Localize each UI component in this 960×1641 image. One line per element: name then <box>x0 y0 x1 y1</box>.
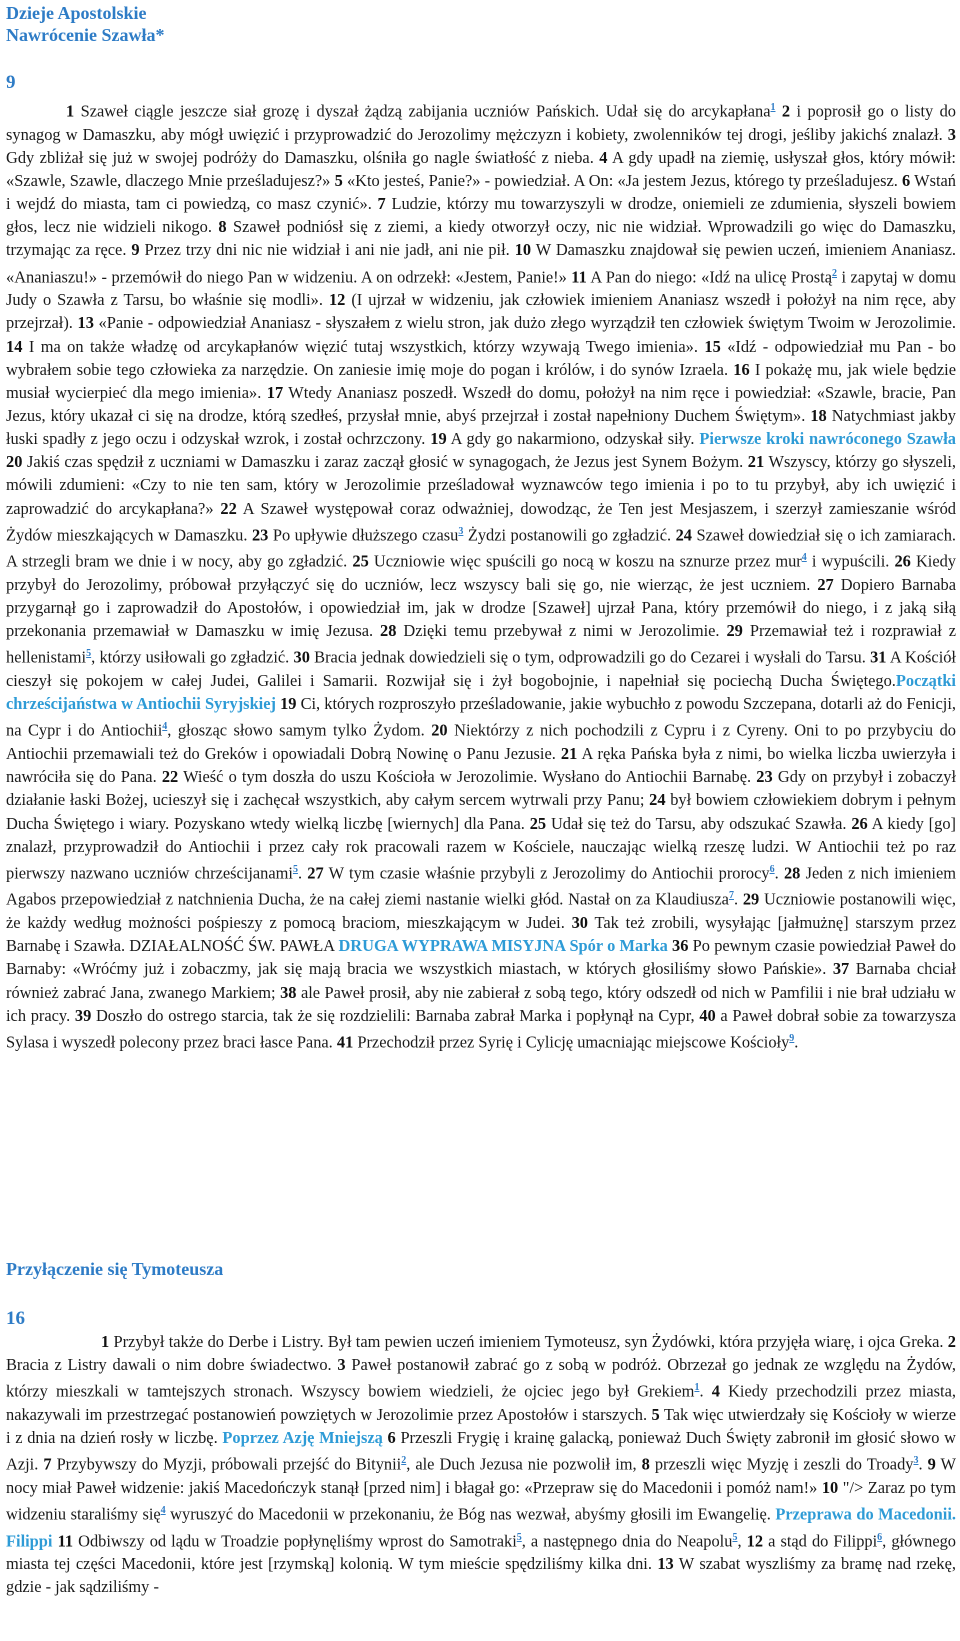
footnote-link[interactable]: 5 <box>732 1531 738 1543</box>
verse-number: 20 <box>431 720 448 740</box>
verse-number: 22 <box>161 767 179 787</box>
footnote-link[interactable]: 4 <box>160 1505 166 1517</box>
footnote-link[interactable]: 3 <box>458 525 464 537</box>
verse-number: 16 <box>733 359 750 379</box>
verse-number: 23 <box>251 525 269 545</box>
verse-number: 11 <box>57 1531 74 1551</box>
footnote-link[interactable]: 1 <box>770 102 776 113</box>
footnote-link[interactable]: 6 <box>769 863 775 875</box>
verse-number: 3 <box>947 124 956 144</box>
section-title: Nawrócenie Szawła* <box>6 25 165 45</box>
verse-number: 17 <box>266 382 284 402</box>
verse-number: 10 <box>821 1477 839 1497</box>
footnote-link[interactable]: 9 <box>789 1032 795 1044</box>
footnote-link[interactable]: 5 <box>292 863 298 875</box>
verse-number: 39 <box>74 1005 92 1025</box>
verse-number: 7 <box>43 1454 52 1474</box>
verse-number: 4 <box>711 1381 720 1401</box>
verse-number: 25 <box>352 551 369 571</box>
verse-number: 30 <box>293 647 310 667</box>
verse-number: 30 <box>571 913 588 933</box>
verse-number: 21 <box>747 452 765 472</box>
verse-number: 40 <box>699 1005 716 1025</box>
verse-number: 29 <box>726 621 743 641</box>
verse-number: 29 <box>742 889 760 909</box>
verse-number: 9 <box>927 1454 936 1474</box>
verse-number: 24 <box>675 525 692 545</box>
section-heading: Początki chrześcijaństwa w Antiochii Syryjskiej <box>6 671 956 714</box>
verse-number: 3 <box>337 1355 346 1375</box>
section-heading: Przeprawa do Macedonii. Filippi <box>6 1504 956 1551</box>
verse-number: 7 <box>377 194 386 214</box>
verse-number: 19 <box>430 429 447 449</box>
verse-number: 36 <box>672 936 689 956</box>
book-title: Dzieje Apostolskie <box>6 3 147 23</box>
footnote-link[interactable]: 1 <box>694 1382 700 1394</box>
verse-number: 27 <box>817 575 834 594</box>
verse-number: 19 <box>280 694 297 714</box>
verse-number: 28 <box>380 621 397 641</box>
verse-number: 10 <box>514 240 532 260</box>
footnote-link[interactable]: 4 <box>162 721 168 733</box>
verse-number: 13 <box>657 1554 674 1574</box>
verse-number: 27 <box>307 863 324 883</box>
verse-number: 31 <box>870 647 887 667</box>
verse-number: 5 <box>651 1404 660 1424</box>
verse-number: 13 <box>77 313 94 333</box>
verse-number: 41 <box>336 1032 354 1052</box>
verse-number: 6 <box>902 170 911 190</box>
section-title: Przyłączenie się Tymoteusza <box>6 1259 224 1279</box>
verse-number: 4 <box>599 147 608 167</box>
footnote-link[interactable]: 2 <box>832 267 838 279</box>
section-heading: Poprzez Azję Mniejszą <box>222 1428 383 1448</box>
chapter-number: 9 <box>6 72 16 93</box>
verse-number: 5 <box>334 170 343 190</box>
verse-number: 12 <box>328 290 346 310</box>
section-heading: DRUGA WYPRAWA MISYJNA Spór o Marka <box>338 936 668 956</box>
section-heading: Pierwsze kroki nawróconego Szawła <box>699 429 956 449</box>
verse-number: 25 <box>529 813 547 833</box>
verse-number: 22 <box>220 498 237 518</box>
verse-number: 37 <box>832 959 850 979</box>
footnote-link[interactable]: 5 <box>86 648 92 660</box>
footnote-link[interactable]: 6 <box>877 1531 883 1543</box>
verse-number: 2 <box>947 1332 956 1351</box>
verse-number: 11 <box>571 267 587 287</box>
verse-number: 24 <box>649 790 666 810</box>
verse-number: 15 <box>704 336 721 356</box>
verse-number: 38 <box>280 982 297 1002</box>
verse-number: 26 <box>894 551 911 571</box>
verse-number: 6 <box>387 1428 396 1448</box>
verse-number: 9 <box>131 240 140 260</box>
footnote-link[interactable]: 4 <box>801 552 807 564</box>
verse-number: 23 <box>756 767 773 787</box>
verse-number: 21 <box>560 744 578 764</box>
footnote-link[interactable]: 2 <box>401 1455 407 1467</box>
chapter-number: 16 <box>6 1308 25 1329</box>
verse-number: 28 <box>783 863 801 883</box>
verse-number: 20 <box>6 452 23 472</box>
verse-number: 14 <box>6 336 23 356</box>
chapter-9-text: 1 Szaweł ciągle jeszcze siał grozę i dyszał żądzą zabijania uczniów Pańskich. Udał się do arcykapłana$^1$ 2 i poprosił go o listy do synagog w Damaszku, aby mógł uwięzić i przyprowadzić do Jerozolimy mężczyzn i kobiety, zwolenników tej drogi, jeśliby jakichś znalazł. 3 Gdy zbliżał się już w swojej podróży do Damaszku, olśniła go nagle światłość z nieba. 4 A gdy upadł na ziemię, usłyszał głos, który mówił: «Szawle, Szawle, dlaczego Mnie prześladujesz?» 5 «Kto jesteś, Panie?» - powiedział. A On: «Ja jestem Jezus, którego ty prześladujesz. 6 Wstań i wejdź do miasta, tam ci powiedzą, co masz czynić». 7 Ludzie, którzy mu towarzyszyli w drodze, oniemieli ze zdumienia, słyszeli bowiem głos, lecz nie widzieli nikogo. 8 Szaweł podniósł się z ziemi, a kiedy otworzył oczy, nic nie widział. Wprowadzili go więc do Damaszku, trzymając za ręce. 9 Przez trzy dni nic nie widział i ani nie jadł, ani nie pił. 10 W Damaszku znajdował się pewien uczeń, imieniem Ananiasz. «Ananiaszu!» - przemówił do niego Pan w widzeniu. A on odrzekł: «Jestem, Panie!» 11 A Pan do niego: «Idź na ulicę Prostą$^2$ i zapytaj w domu Judy o Szawła z Tarsu, bo właśnie się modli». 12 (I ujrzał w widzeniu, jak człowiek imieniem Ananiasz wszedł i położył na nim ręce, aby przejrzał). 13 «Panie - odpowiedział Ananiasz - słyszałem z wielu stron, jak dużo złego wyrządził ten człowiek świętym Twoim w Jerozolimie. 14 I ma on także władzę od arcykapłanów więzić tutaj wszystkich, którzy wzywają Twego imienia». 15 «Idź - odpowiedział mu Pan - bo wybrałem sobie tego człowieka za narzędzie. On zaniesie imię moje do pogan i królów, i do synów Izraela. 16 I pokażę mu, jak wiele będzie musiał wycierpieć dla mego imienia». 17 Wtedy Ananiasz poszedł. Wszedł do domu, położył na nim ręce i powiedział: «Szawle, bracie, Pan Jezus, który ukazał ci się na drodze, którą szedłeś, przysłał mnie, abyś przejrzał i został napełniony Duchem Świętym». 18 Natychmiast jakby łuski spadły z jego oczu i odzyskał wzrok, i został ochrzczony. 19 A gdy go nakarmiono, odzyskał siły. Pierwsze kroki nawróconego Szawła 20 Jakiś czas spędził z uczniami w Damaszku i zaraz zaczął głosić w synagogach, że Jezus jest Synem Bożym. 21 Wszyscy, którzy go słyszeli, mówili zdumieni: «Czy to nie ten sam, który w Jerozolimie prześladował wyznawców tego imienia i po to tu przybył, aby ich uwięzić i zaprowadzić do arcykapłana?» 22 A Szaweł występował coraz odważniej, dowodząc, że Ten jest Mesjaszem, i szerzył zamieszanie wśród Żydów mieszkających w Damaszku. 23 Po upływie dłuższego czasu$^3$ Żydzi postanowili go zgładzić. 24 Szaweł dowiedział się o ich zamiarach. A strzegli bram we dnie i w nocy, aby go zgładzić. 25 Uczniowie więc spuścili go nocą w koszu na sznurze przez mur$^4$ i wypuścili. 26 Kiedy przybył do Jerozolimy, próbował przyłączyć się do uczniów, lecz wszyscy bali się go, nie wierząc, że jest uczniem. 27 Dopiero Barnaba przygarnął go i zaprowadził do Apostołów, i opowiedział im, jak w drodze [Szaweł] ujrzał Pana, który przemówił do niego, i z jaką siłą przekonania przemawiał w Damaszku w imię Jezusa. 28 Dzięki temu przebywał z nimi w Jerozolimie. 29 Przemawiał też i rozprawiał z hellenistami$^5$, którzy usiłowali go zgładzić. 30 Bracia jednak dowiedzieli się o tym, odprowadzili go do Cezarei i wysłali do Tarsu. 31 A Kościół cieszył się pokojem w całej Judei, Galilei i Samarii. Rozwijał się i żył bogobojnie, i napełniał się pociechą Ducha Świętego.Początki chrześcijaństwa w Antiochii Syryjskiej 19 Ci, których rozproszyło prześladowanie, jakie wybuchło z powodu Szczepana, dotarli aż do Fenicji, na Cypr i do Antiochii$^4$, głosząc słowo samym tylko Żydom. 20 Niektórzy z nich pochodzili z Cypru i z Cyreny. Oni to po przybyciu do Antiochii przemawiali też do Greków i opowiadali Dobrą Nowinę o Panu Jezusie. 21 A ręka Pańska była z nimi, bo wielka liczba uwierzyła i nawróciła się do Pana. 22 Wieść o tym doszła do uszu Kościoła w Jerozolimie. Wysłano do Antiochii Barnabę. 23 Gdy on przybył i zobaczył działanie łaski Bożej, ucieszył się i zachęcał wszystkich, aby całym sercem wytrwali przy Panu; 24 był bowiem człowiekiem dobrym i pełnym Ducha Świętego i wiary. Pozyskano wtedy wielką liczbę [wiernych] dla Pana. 25 Udał się też do Tarsu, aby odszukać Szawła. 26 A kiedy [go] znalazł, przyprowadził do Antiochii i przez cały rok pracowali razem w Kościele, nauczając wielką rzeszę ludzi. W Antiochii też po raz pierwszy nazwano uczniów chrześcijanami$^5$. 27 W tym czasie właśnie przybyli z Jerozolimy do Antiochii prorocy$^6$. 28 Jeden z nich imieniem Agabos przepowiedział z natchnienia Ducha, że na całej ziemi nastanie wielki głód. Nastał on za Klaudiusza$^7$. 29 Uczniowie postanowili więc, że każdy według możności pośpieszy z pomocą braciom, mieszkającym w Judei. 30 Tak też zrobili, wysyłając [jałmużnę] starszym przez Barnabę i Szawła. DZIAŁALNOŚĆ ŚW. PAWŁA DRUGA WYPRAWA MISYJNA Spór o Marka 36 Po pewnym czasie powiedział Paweł do Barnaby: «Wróćmy już i zobaczmy, jak się mają bracia we wszystkich miastach, w których głosiliśmy słowo Pańskie». 37 Barnaba chciał również zabrać Jana, zwanego Markiem; 38 ale Paweł prosił, aby nie zabierał z sobą tego, który odszedł od nich w Pamfilii i nie brał udziału w ich pracy. 39 Doszło do ostrego starcia, tak że się rozdzielili: Barnaba zabrał Marka i popłynął na Cypr, 40 a Paweł dobrał sobie za towarzysza Sylasa i wyszedł polecony przez braci łasce Pana. 41 Przechodził przez Syrię i Cylicję umacniając miejscowe Kościoły$^9$. <box>6 101 957 1052</box>
verse-number: 8 <box>218 217 227 237</box>
footnote-link[interactable]: 5 <box>516 1531 522 1543</box>
verse-number: 12 <box>746 1531 764 1551</box>
verse-number: 8 <box>641 1454 650 1474</box>
verse-number: 26 <box>851 813 868 833</box>
footnote-link[interactable]: 3 <box>913 1455 919 1467</box>
verse-number: 1 <box>66 101 75 121</box>
footnote-link[interactable]: 7 <box>728 890 734 902</box>
verse-number: 2 <box>781 101 791 121</box>
verse-number: 18 <box>810 405 827 425</box>
verse-number: 1 <box>101 1332 110 1351</box>
chapter-16-text: 1 Przybył także do Derbe i Listry. Był tam pewien uczeń imieniem Tymoteusz, syn Żydówki, która przyjęła wiarę, i ojca Greka. 2 Bracia z Listry dawali o nim dobre świadectwo. 3 Paweł postanowił zabrać go z sobą w podróż. Obrzezał go jednak ze względu na Żydów, którzy mieszkali w tamtejszych stronach. Wszyscy bowiem wiedzieli, że ojciec jego był Grekiem$^1$. 4 Kiedy przechodzili przez miasta, nakazywali im przestrzegać postanowień powziętych w Jerozolimie przez Apostołów i starszych. 5 Tak więc utwierdzały się Kościoły w wierze i z dnia na dzień rosły w liczbę. Poprzez Azję Mniejszą 6 Przeszli Frygię i krainę galacką, ponieważ Duch Święty zabronił im głosić słowo w Azji. 7 Przybywszy do Myzji, próbowali przejść do Bitynii$^2$, ale Duch Jezusa nie pozwolił im, 8 przeszli więc Myzję i zeszli do Troady$^3$. 9 W nocy miał Paweł widzenie: jakiś Macedończyk stanął [przed nim] i błagał go: «Przepraw się do Macedonii i pomóż nam!» 10 "/> Zaraz po tym widzeniu staraliśmy się$^4$ wyruszyć do Macedonii w przekonaniu, że Bóg nas wezwał, abyśmy głosili im Ewangelię. Przeprawa do Macedonii. Filippi 11 Odbiwszy od lądu w Troadzie popłynęliśmy wprost do Samotraki$^5$, a następnego dnia do Neapolu$^5$, 12 a stąd do Filippi$^6$, głównego miasta tej części Macedonii, które jest [rzymską] kolonią. W tym mieście spędziliśmy kilka dni. 13 W szabat wyszliśmy za bramę nad rzekę, gdzie - jak sądziliśmy - <box>6 1332 957 1597</box>
